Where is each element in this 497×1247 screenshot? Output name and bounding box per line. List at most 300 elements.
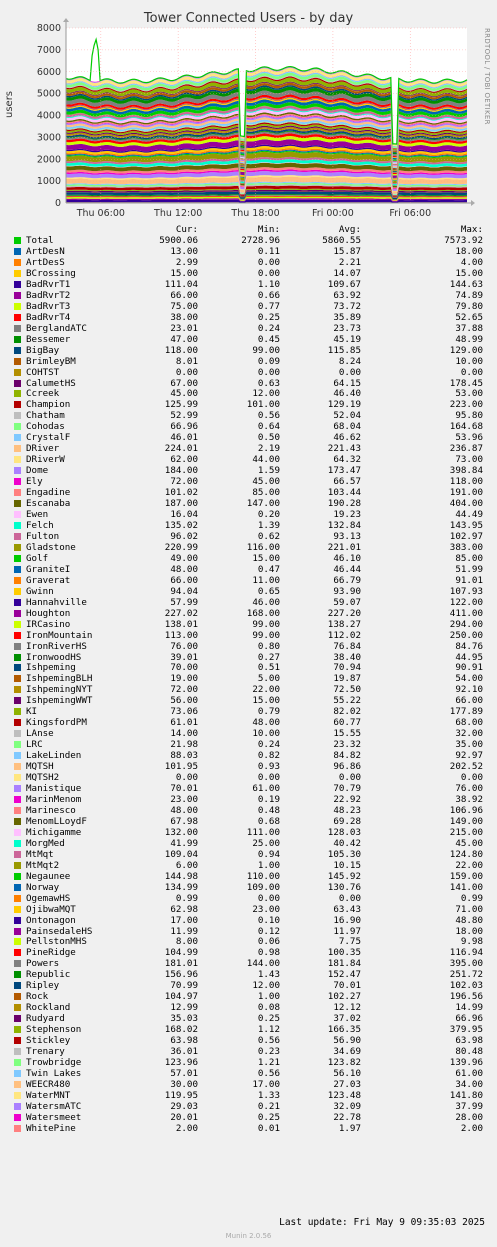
legend-series-name: DRiver [26, 443, 60, 455]
legend-value-cur: 104.99 [164, 947, 198, 959]
legend-row [0, 783, 497, 794]
legend-value-cur: 14.00 [170, 728, 198, 740]
y-tick-label: 5000 [36, 88, 61, 100]
legend-value-cur: 21.98 [170, 739, 198, 751]
legend-row [0, 399, 497, 410]
legend-swatch [14, 1125, 21, 1132]
legend-series-name: MtMqt2 [26, 859, 60, 871]
legend-value-max: 18.00 [455, 925, 483, 937]
legend-value-max: 294.00 [449, 618, 483, 630]
legend-series-name: IshpemingBLH [26, 673, 93, 685]
legend-swatch [14, 752, 21, 759]
legend-value-cur: 0.00 [175, 772, 198, 783]
legend-row [0, 1013, 497, 1024]
legend-series-name: Rudyard [26, 1013, 65, 1025]
legend-value-max: 118.00 [449, 476, 483, 488]
legend-series-name: Republic [26, 969, 71, 981]
legend-series-name: PineRidge [26, 947, 76, 959]
legend-row [0, 1079, 497, 1090]
legend-series-name: Gwinn [26, 585, 54, 597]
legend-swatch [14, 763, 21, 770]
legend-swatch [14, 686, 21, 693]
legend-value-max: 191.00 [449, 487, 483, 499]
legend-series-name: Rock [26, 991, 49, 1003]
legend-value-max: 28.00 [455, 1111, 483, 1123]
legend-series-name: Negaunee [26, 870, 71, 882]
legend-series-name: Michigamme [26, 826, 82, 838]
legend-value-min: 0.93 [257, 761, 280, 773]
legend-row [0, 728, 497, 739]
legend-row [0, 871, 497, 882]
legend-swatch [14, 412, 21, 419]
legend-value-max: 7573.92 [444, 235, 483, 246]
legend-row [0, 652, 497, 663]
legend-value-cur: 118.00 [164, 344, 198, 356]
legend-row [0, 849, 497, 860]
legend-value-max: 80.48 [455, 1046, 483, 1057]
legend-value-cur: 168.02 [164, 1024, 198, 1036]
legend-value-avg: 19.87 [333, 673, 361, 685]
legend-value-max: 411.00 [449, 607, 483, 619]
legend-value-cur: 19.00 [170, 673, 198, 685]
legend-value-max: 106.96 [449, 804, 483, 816]
legend-series-name: BadRvrT3 [26, 300, 71, 312]
legend-series-name: IRCasino [26, 618, 71, 630]
y-tick-label: 3000 [36, 132, 61, 144]
legend-swatch [14, 423, 21, 430]
legend-row [0, 268, 497, 279]
legend-series-name: Stickley [26, 1035, 71, 1047]
legend-row [0, 312, 497, 323]
legend-series-name: PellstonMHS [26, 936, 87, 948]
legend-series-name: Graverat [26, 574, 71, 586]
legend-value-min: 12.00 [252, 388, 280, 400]
legend-value-cur: 138.01 [164, 618, 198, 630]
legend-value-min: 0.25 [257, 311, 280, 323]
legend-value-min: 1.59 [257, 465, 280, 477]
chart-area [0, 0, 497, 220]
legend-value-min: 0.94 [257, 848, 280, 860]
legend-value-max: 53.96 [455, 432, 483, 444]
legend-value-min: 109.00 [246, 881, 280, 893]
legend-value-max: 395.00 [449, 958, 483, 970]
legend-swatch [14, 281, 21, 288]
legend-value-avg: 8.24 [338, 355, 361, 367]
legend-series-name: Gladstone [26, 541, 76, 553]
legend-value-min: 168.00 [246, 607, 280, 619]
legend-value-max: 48.99 [455, 333, 483, 345]
legend-swatch [14, 358, 21, 365]
legend-row [0, 235, 497, 246]
legend-value-min: 0.00 [257, 892, 280, 904]
legend-series-name: KI [26, 706, 38, 718]
legend-row [0, 926, 497, 937]
legend-value-cur: 49.00 [170, 552, 198, 564]
legend-swatch [14, 401, 21, 408]
legend-value-min: 2728.96 [241, 235, 280, 246]
legend-series-name: Escanaba [26, 498, 71, 509]
legend-row [0, 838, 497, 849]
legend-row [0, 356, 497, 367]
legend-swatch [14, 906, 21, 913]
legend-series-name: LAnse [26, 728, 54, 740]
legend-swatch [14, 500, 21, 507]
legend-value-max: 90.91 [455, 662, 483, 674]
legend-value-cur: 46.01 [170, 432, 198, 444]
legend-value-min: 0.20 [257, 509, 280, 520]
legend-value-avg: 56.90 [333, 1035, 361, 1047]
legend-swatch [14, 1026, 21, 1033]
legend-value-avg: 40.42 [333, 837, 361, 849]
legend-series-name: Stephenson [26, 1024, 82, 1036]
legend-value-avg: 64.15 [333, 377, 361, 389]
legend-value-max: 73.00 [455, 454, 483, 466]
legend-series-name: Golf [26, 552, 49, 564]
legend-value-avg: 37.02 [333, 1013, 361, 1025]
legend-value-min: 1.10 [257, 278, 280, 290]
legend-value-avg: 96.86 [333, 761, 361, 773]
legend-swatch [14, 697, 21, 704]
legend-series-name: Ripley [26, 980, 60, 992]
legend-value-cur: 8.00 [175, 936, 198, 948]
legend-value-min: 111.00 [246, 826, 280, 838]
legend-value-max: 404.00 [449, 498, 483, 509]
legend-value-min: 46.00 [252, 596, 280, 608]
legend-row [0, 334, 497, 345]
legend-value-max: 141.80 [449, 1089, 483, 1101]
legend-value-cur: 224.01 [164, 443, 198, 455]
x-axis-arrow [471, 200, 475, 206]
legend-value-avg: 84.82 [333, 750, 361, 762]
legend-swatch [14, 237, 21, 244]
legend-value-max: 37.88 [455, 322, 483, 334]
legend-value-cur: 75.00 [170, 300, 198, 312]
legend-swatch [14, 292, 21, 299]
legend-value-min: 0.12 [257, 925, 280, 937]
legend-value-avg: 11.97 [333, 925, 361, 937]
legend-value-avg: 52.04 [333, 410, 361, 422]
legend-value-avg: 34.69 [333, 1046, 361, 1057]
legend-value-avg: 10.15 [333, 859, 361, 871]
legend-value-max: 95.80 [455, 410, 483, 422]
legend-value-min: 99.00 [252, 344, 280, 356]
legend-swatch [14, 1081, 21, 1088]
legend-series-name: MtMqt [26, 848, 54, 860]
legend-swatch [14, 577, 21, 584]
legend-value-min: 0.64 [257, 421, 280, 433]
legend-swatch [14, 643, 21, 650]
legend-value-avg: 166.35 [327, 1024, 361, 1036]
legend-row [0, 323, 497, 334]
legend-swatch [14, 895, 21, 902]
legend-value-cur: 76.00 [170, 640, 198, 652]
legend-value-min: 1.21 [257, 1057, 280, 1068]
legend-swatch [14, 380, 21, 387]
legend-value-cur: 48.00 [170, 563, 198, 575]
legend-row [0, 750, 497, 761]
legend-row [0, 410, 497, 421]
legend-row [0, 958, 497, 969]
legend-row [0, 915, 497, 926]
legend-value-avg: 23.73 [333, 322, 361, 334]
legend-swatch [14, 303, 21, 310]
legend-column-header: Cur: [175, 224, 198, 235]
legend-value-max: 92.97 [455, 750, 483, 762]
legend-value-max: 32.00 [455, 728, 483, 740]
legend-value-cur: 104.97 [164, 991, 198, 1003]
legend-value-avg: 129.19 [327, 399, 361, 411]
y-axis-label: users [4, 90, 15, 118]
legend-swatch [14, 719, 21, 726]
legend-value-min: 116.00 [246, 541, 280, 553]
legend-value-max: 74.89 [455, 289, 483, 301]
legend-series-name: LRC [26, 739, 43, 751]
legend-value-avg: 5860.55 [322, 235, 361, 246]
legend-swatch [14, 1103, 21, 1110]
legend-value-min: 0.56 [257, 1035, 280, 1047]
legend-value-avg: 22.78 [333, 1111, 361, 1123]
legend-row [0, 860, 497, 871]
legend-value-cur: 52.99 [170, 410, 198, 422]
legend-value-max: 76.00 [455, 783, 483, 794]
legend-value-cur: 8.01 [175, 355, 198, 367]
legend-value-cur: 144.98 [164, 870, 198, 882]
legend-value-cur: 67.00 [170, 377, 198, 389]
legend-row [0, 1112, 497, 1123]
legend-row [0, 662, 497, 673]
legend-value-cur: 119.95 [164, 1089, 198, 1101]
legend-value-avg: 32.09 [333, 1100, 361, 1112]
legend-row [0, 301, 497, 312]
legend-series-name: WhitePine [26, 1122, 76, 1134]
legend-swatch [14, 664, 21, 671]
legend-swatch [14, 675, 21, 682]
legend-value-min: 45.00 [252, 476, 280, 488]
legend-value-max: 0.99 [460, 892, 483, 904]
legend-value-max: 196.56 [449, 991, 483, 1003]
legend-value-min: 0.56 [257, 1068, 280, 1079]
legend-value-avg: 7.75 [338, 936, 361, 948]
legend-swatch [14, 325, 21, 332]
legend-series-name: MorgMed [26, 837, 65, 849]
legend-value-avg: 60.77 [333, 717, 361, 729]
legend-row [0, 1123, 497, 1134]
legend-value-min: 15.00 [252, 695, 280, 707]
legend-value-max: 251.72 [449, 969, 483, 981]
legend-value-cur: 6.00 [175, 859, 198, 871]
legend-value-cur: 227.02 [164, 607, 198, 619]
legend-row [0, 608, 497, 619]
legend-value-max: 102.03 [449, 980, 483, 992]
legend-value-min: 0.09 [257, 355, 280, 367]
legend-value-min: 110.00 [246, 870, 280, 882]
legend-value-avg: 145.92 [327, 870, 361, 882]
legend-value-cur: 123.96 [164, 1057, 198, 1068]
legend-value-min: 44.00 [252, 454, 280, 466]
legend-series-name: Hannahville [26, 596, 87, 608]
legend-value-avg: 64.32 [333, 454, 361, 466]
legend-swatch [14, 248, 21, 255]
legend-series-name: Total [26, 235, 54, 246]
legend-row [0, 706, 497, 717]
legend-value-min: 0.62 [257, 530, 280, 542]
legend-value-max: 178.45 [449, 377, 483, 389]
legend-value-avg: 132.84 [327, 520, 361, 531]
legend-column-header: Min: [257, 224, 280, 235]
legend-series-name: Trowbridge [26, 1057, 82, 1068]
legend-row [0, 443, 497, 454]
legend-value-max: 4.00 [460, 256, 483, 268]
legend-row [0, 1057, 497, 1068]
legend-value-avg: 46.10 [333, 552, 361, 564]
legend-row [0, 586, 497, 597]
legend-swatch [14, 1059, 21, 1066]
legend-series-name: IshpemingWWT [26, 695, 93, 707]
legend-value-avg: 227.20 [327, 607, 361, 619]
legend-value-max: 22.00 [455, 859, 483, 871]
legend-value-cur: 67.98 [170, 815, 198, 827]
legend-row [0, 257, 497, 268]
legend-series-name: WEECR480 [26, 1078, 71, 1090]
legend-swatch [14, 708, 21, 715]
legend-value-cur: 220.99 [164, 541, 198, 553]
legend-value-avg: 123.48 [327, 1089, 361, 1101]
legend-value-min: 0.25 [257, 1111, 280, 1123]
legend-value-min: 11.00 [252, 574, 280, 586]
legend-swatch [14, 390, 21, 397]
legend-swatch [14, 1004, 21, 1011]
legend-series-name: DRiverW [26, 454, 65, 466]
legend-value-min: 2.19 [257, 443, 280, 455]
legend-value-max: 143.95 [449, 520, 483, 531]
legend-value-avg: 72.50 [333, 684, 361, 696]
legend-row [0, 684, 497, 695]
legend-row [0, 498, 497, 509]
legend-row [0, 739, 497, 750]
legend-value-avg: 35.89 [333, 311, 361, 323]
legend-series-name: Felch [26, 520, 54, 531]
legend-value-min: 0.66 [257, 289, 280, 301]
legend-series-name: Trenary [26, 1046, 65, 1057]
legend-value-max: 202.52 [449, 761, 483, 773]
legend-swatch [14, 982, 21, 989]
legend-value-cur: 70.00 [170, 662, 198, 674]
legend-series-name: Ontonagon [26, 914, 76, 926]
legend-value-min: 48.00 [252, 717, 280, 729]
legend-value-avg: 128.03 [327, 826, 361, 838]
legend-value-min: 0.06 [257, 936, 280, 948]
legend-value-cur: 72.00 [170, 476, 198, 488]
legend-row [0, 904, 497, 915]
legend-value-max: 383.00 [449, 541, 483, 553]
legend-row [0, 630, 497, 641]
legend-row [0, 893, 497, 904]
legend-value-cur: 63.98 [170, 1035, 198, 1047]
legend-value-cur: 70.99 [170, 980, 198, 992]
legend-value-max: 15.00 [455, 267, 483, 279]
legend-value-cur: 57.99 [170, 596, 198, 608]
legend-value-avg: 105.30 [327, 848, 361, 860]
legend-value-min: 85.00 [252, 487, 280, 499]
legend-row [0, 641, 497, 652]
legend-series-name: CrystalF [26, 432, 71, 444]
legend-row [0, 816, 497, 827]
legend-row [0, 947, 497, 958]
legend-swatch [14, 467, 21, 474]
legend-value-max: 124.80 [449, 848, 483, 860]
legend-series-name: KingsfordPM [26, 717, 87, 729]
legend-swatch [14, 632, 21, 639]
legend-value-max: 223.00 [449, 399, 483, 411]
legend-series-name: BerglandATC [26, 322, 87, 334]
legend-value-cur: 23.00 [170, 794, 198, 805]
legend-row [0, 432, 497, 443]
legend-series-name: Cohodas [26, 421, 65, 433]
legend-swatch [14, 347, 21, 354]
legend-series-name: BrimleyBM [26, 355, 76, 367]
legend-swatch [14, 522, 21, 529]
legend-value-max: 215.00 [449, 826, 483, 838]
legend-value-min: 0.21 [257, 1100, 280, 1112]
legend-value-avg: 16.90 [333, 914, 361, 926]
legend-value-min: 0.00 [257, 267, 280, 279]
legend-value-max: 129.00 [449, 344, 483, 356]
legend-value-avg: 0.00 [338, 772, 361, 783]
legend-row [0, 936, 497, 947]
legend-series-name: Bessemer [26, 333, 71, 345]
legend-series-name: GraniteI [26, 563, 71, 575]
legend-value-cur: 38.00 [170, 311, 198, 323]
legend-value-max: 53.00 [455, 388, 483, 400]
legend-value-avg: 45.19 [333, 333, 361, 345]
legend-value-min: 0.00 [257, 366, 280, 378]
legend-value-max: 35.00 [455, 739, 483, 751]
legend-value-cur: 11.99 [170, 925, 198, 937]
legend-swatch [14, 314, 21, 321]
legend-swatch [14, 1114, 21, 1121]
legend-value-min: 0.56 [257, 410, 280, 422]
legend-value-cur: 135.02 [164, 520, 198, 531]
legend-value-avg: 82.02 [333, 706, 361, 718]
legend-value-min: 10.00 [252, 728, 280, 740]
legend-row [0, 246, 497, 257]
legend-series-name: COHTST [26, 366, 60, 378]
legend-value-min: 61.00 [252, 783, 280, 794]
legend-value-avg: 70.94 [333, 662, 361, 674]
legend-swatch [14, 533, 21, 540]
legend-swatch [14, 829, 21, 836]
legend-value-min: 0.48 [257, 804, 280, 816]
legend-value-avg: 15.87 [333, 246, 361, 257]
legend-series-name: Fulton [26, 530, 60, 542]
legend-swatch [14, 993, 21, 1000]
legend-swatch [14, 478, 21, 485]
legend-row [0, 1068, 497, 1079]
x-tick-label: Fri 06:00 [389, 208, 432, 219]
legend-row [0, 882, 497, 893]
legend-value-min: 22.00 [252, 684, 280, 696]
legend-value-cur: 184.00 [164, 465, 198, 477]
legend-value-min: 0.47 [257, 563, 280, 575]
legend-value-cur: 12.99 [170, 1002, 198, 1014]
legend-series-name: MarinMenom [26, 794, 82, 805]
legend-value-cur: 101.02 [164, 487, 198, 499]
legend-swatch [14, 917, 21, 924]
legend-row [0, 717, 497, 728]
legend-value-avg: 19.23 [333, 509, 361, 520]
legend-value-avg: 73.72 [333, 300, 361, 312]
legend-series-name: Champion [26, 399, 71, 411]
